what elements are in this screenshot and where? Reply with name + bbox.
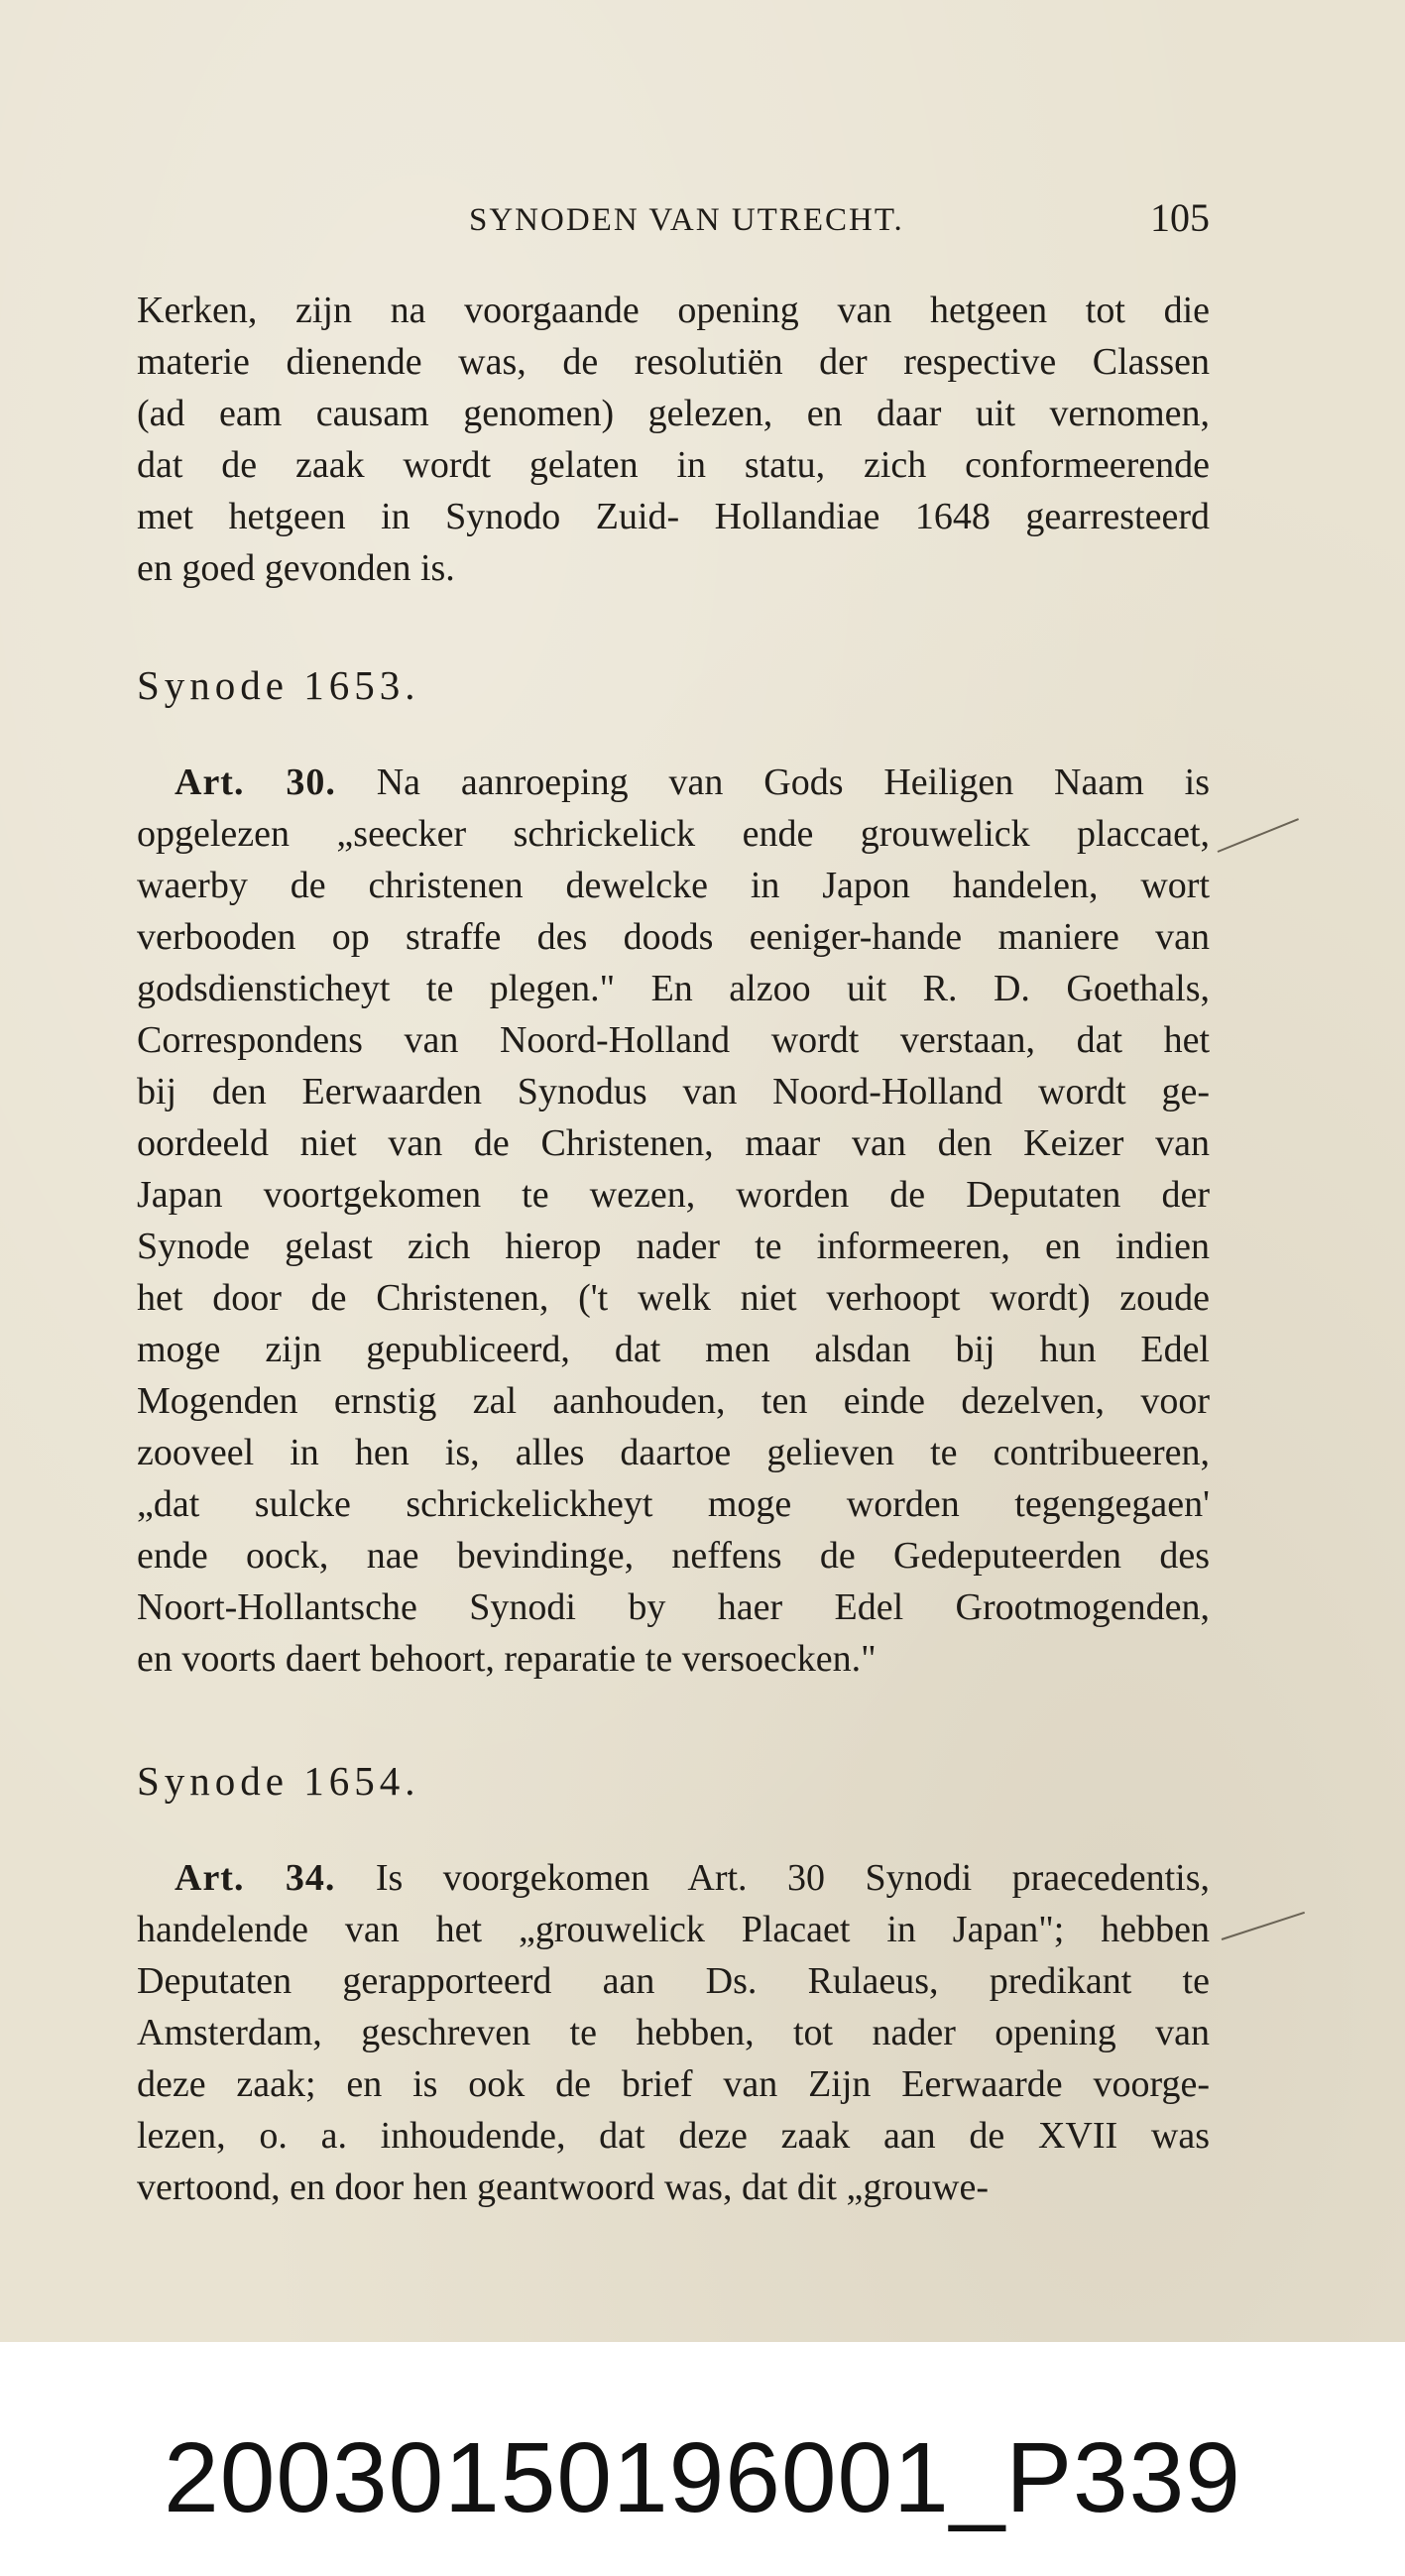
text-line: opgelezen „seecker schrickelick ende grouwelick placcaet, — [137, 813, 1210, 855]
text-line: zooveel in hen is, alles daartoe gelieven te contribueeren, — [137, 1432, 1210, 1473]
page-number: 105 — [1150, 195, 1210, 240]
text-line: moge zijn gepubliceerd, dat men alsdan bij hun Edel — [137, 1329, 1210, 1370]
article-30-first-line-text: Na aanroeping van Gods Heiligen Naam is — [376, 761, 1210, 803]
text-line: verbooden op straffe des doods eeniger-hande maniere van — [137, 916, 1210, 958]
margin-pencil-mark — [1218, 818, 1299, 853]
synode-1654-heading: Synode 1654. — [137, 1758, 420, 1804]
text-line: Correspondens van Noord-Holland wordt verstaan, dat het — [137, 1019, 1210, 1061]
text-line: Deputaten gerapporteerd aan Ds. Rulaeus, predikant te — [137, 1960, 1210, 2002]
text-line: deze zaak; en is ook de brief van Zijn Eerwaarde voorge- — [137, 2063, 1210, 2105]
text-line: vertoond, en door hen geantwoord was, dat dit „grouwe- — [137, 2166, 989, 2208]
synode-1653-heading: Synode 1653. — [137, 662, 420, 708]
synode-1654-heading-block — [137, 1755, 1210, 1807]
text-line: oordeeld niet van de Christenen, maar van den Keizer van — [137, 1122, 1210, 1164]
text-line: handelende van het „grouwelick Placaet in Japan"; hebben — [137, 1909, 1210, 1950]
document-code: 20030150196001_P339 — [164, 2422, 1241, 2533]
text-line: Kerken, zijn na voorgaande opening van hetgeen tot die — [137, 290, 1210, 331]
page-header — [137, 194, 1210, 254]
article-34-label: Art. 34. — [175, 1857, 336, 1899]
text-line: ende oock, nae bevindinge, neffens de Gedeputeerden des — [137, 1535, 1210, 1577]
article-34-first-line-text: Is voorgekomen Art. 30 Synodi praecedentis, — [375, 1857, 1211, 1899]
text-line: godsdiensticheyt te plegen." En alzoo uit R. D. Goethals, — [137, 968, 1210, 1009]
running-head: SYNODEN VAN UTRECHT. — [469, 202, 904, 238]
text-line: (ad eam causam genomen) gelezen, en daar uit vernomen, — [137, 393, 1210, 434]
text-line: Japan voortgekomen te wezen, worden de Deputaten der — [137, 1174, 1210, 1216]
text-line: materie dienende was, de resolutiën der respective Classen — [137, 341, 1210, 383]
text-line: dat de zaak wordt gelaten in statu, zich conformeerende — [137, 444, 1210, 486]
margin-pencil-mark — [1222, 1912, 1305, 1940]
text-line: „dat sulcke schrickelickheyt moge worden tegengegaen' — [137, 1483, 1210, 1525]
article-30-label: Art. 30. — [175, 761, 336, 803]
text-line: Amsterdam, geschreven te hebben, tot nader opening van — [137, 2012, 1210, 2053]
text-line: en goed gevonden is. — [137, 547, 455, 589]
text-line: en voorts daert behoort, reparatie te versoecken." — [137, 1638, 877, 1680]
article-34 — [137, 1852, 1210, 2213]
text-line: bij den Eerwaarden Synodus van Noord-Holland wordt ge- — [137, 1071, 1210, 1112]
text-line: met hetgeen in Synodo Zuid- Hollandiae 1648 gearresteerd — [137, 496, 1210, 537]
synode-1653-heading-block — [137, 659, 1210, 711]
footer-strip — [0, 2342, 1405, 2576]
text-line: waerby de christenen dewelcke in Japon handelen, wort — [137, 865, 1210, 906]
intro-paragraph — [137, 285, 1210, 594]
article-30 — [137, 757, 1210, 1685]
text-line: Mogenden ernstig zal aanhouden, ten einde dezelven, voor — [137, 1380, 1210, 1422]
text-line: Noort-Hollantsche Synodi by haer Edel Grootmogenden, — [137, 1586, 1210, 1628]
text-line: Synode gelast zich hierop nader te informeeren, en indien — [137, 1226, 1210, 1267]
text-line: het door de Christenen, ('t welk niet verhoopt wordt) zoude — [137, 1277, 1210, 1319]
text-line: lezen, o. a. inhoudende, dat deze zaak aan de XVII was — [137, 2115, 1210, 2157]
article-34-first-line — [137, 1852, 1210, 1904]
article-30-first-line — [137, 757, 1210, 808]
